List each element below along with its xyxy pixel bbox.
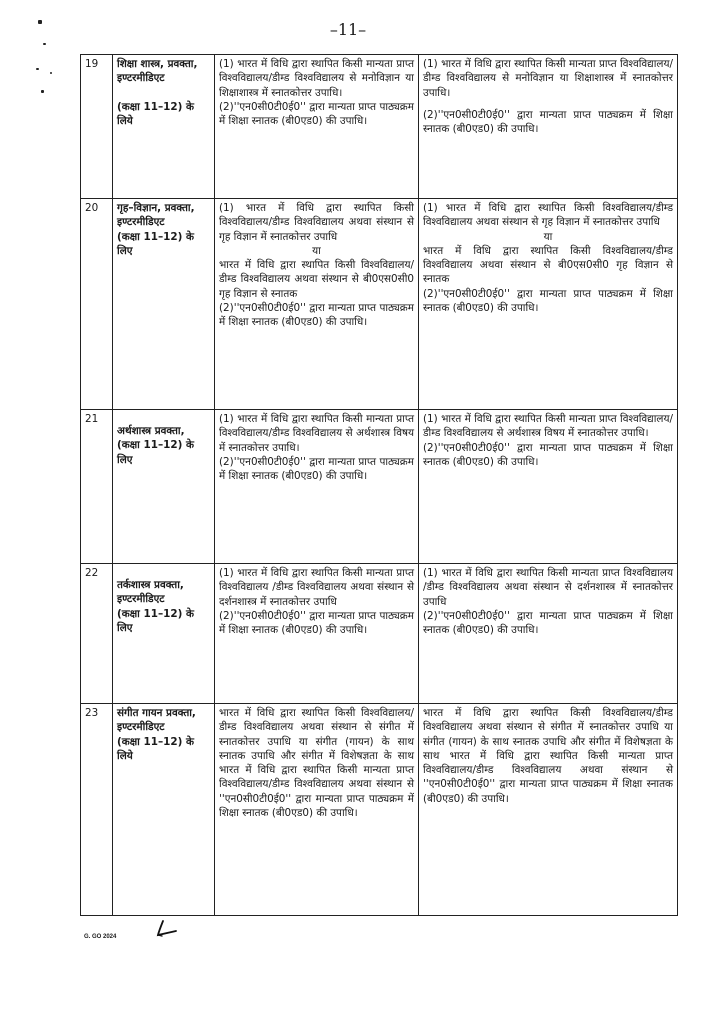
qualification-paragraph: (1) भारत में विधि द्वारा स्थापित किसी मान्यता प्राप्त विश्वविद्यालय/डीम्ड विश्वविद्यालय से मनोविज्ञान या शिक्षाशास्त्र में स्नातकोत्तर उपाधि। <box>423 58 673 99</box>
qualification-cell <box>215 199 419 410</box>
post-title-cell <box>113 199 215 410</box>
qualification-paragraph: (2)''एन0सी0टी0ई0'' द्वारा मान्यता प्राप्त पाठ्यक्रम में शिक्षा स्नातक (बी0एड0) की उपाधि। <box>423 287 673 315</box>
qualification-cell <box>215 564 419 704</box>
serial-number: 19 <box>81 55 113 199</box>
table-row <box>81 704 678 916</box>
scan-speck <box>41 90 44 93</box>
qualification-cell <box>215 704 419 916</box>
post-title-cell <box>113 55 215 199</box>
post-class: (कक्षा 11–12) के लिये <box>117 100 194 127</box>
footer-code: G. GO 2024 <box>84 934 117 940</box>
qualification-paragraph: (1) भारत में विधि द्वारा स्थापित किसी मान्यता प्राप्त विश्वविद्यालय/डीम्ड विश्वविद्यालय से अर्थशास्त्र विषय में स्नातकोत्तर उपाधि। <box>423 413 673 440</box>
serial-number: 21 <box>81 410 113 564</box>
post-name: गृह–विज्ञान, प्रवक्ता, इण्टरमीडिएट <box>117 202 195 229</box>
serial-number: 23 <box>81 704 113 916</box>
qualification-table <box>80 54 678 916</box>
post-title-cell <box>113 564 215 704</box>
qualification-paragraph: भारत में विधि द्वारा स्थापित किसी विश्वविद्यालय/डीम्ड विश्वविद्यालय अथवा संस्थान से संगीत में स्नातकोत्तर उपाधि या संगीत (गायन) के साथ स्नातक उपाधि और संगीत में विशेषज्ञता के साथ भारत में विधि द्वारा स्थापित किसी मान्यता प्राप्त विश्वविद्यालय/डीम्ड विश्वविद्यालय अथवा संस्थान से ''एन0सी0टी0ई0'' द्वारा मान्यता प्राप्त पाठ्यक्रम में शिक्षा स्नातक (बी0एड0) की उपाधि। <box>423 707 673 805</box>
qualification-cell <box>215 410 419 564</box>
qualification-cell <box>215 55 419 199</box>
post-name: तर्कशास्त्र प्रवक्ता, इण्टरमीडिएट <box>117 579 184 606</box>
or-separator: या <box>543 230 553 243</box>
qualification-paragraph: भारत में विधि द्वारा स्थापित किसी विश्वविद्यालय/डीम्ड विश्वविद्यालय अथवा संस्थान से बी0एस0सी0 गृह विज्ञान से स्नातक <box>219 259 414 300</box>
scan-speck <box>38 20 42 24</box>
serial-number: 20 <box>81 199 113 410</box>
scan-speck <box>43 43 46 45</box>
qualification-paragraph: (1) भारत में विधि द्वारा स्थापित किसी विश्वविद्यालय/डीम्ड विश्वविद्यालय अथवा संस्थान से गृह विज्ञान में स्नातकोत्तर उपाधि <box>219 202 414 243</box>
qualification-paragraph: (2)''एन0सी0टी0ई0'' द्वारा मान्यता प्राप्त पाठ्यक्रम में शिक्षा स्नातक (बी0एड0) की उपाधि। <box>219 455 414 483</box>
qualification-paragraph: (2)''एन0सी0टी0ई0'' द्वारा मान्यता प्राप्त पाठ्यक्रम में शिक्षा स्नातक (बी0एड0) की उपाधि। <box>423 108 673 136</box>
qualification-paragraph: (1) भारत में विधि द्वारा स्थापित किसी मान्यता प्राप्त विश्वविद्यालय /डीम्ड विश्वविद्यालय अथवा संस्थान से दर्शनशास्त्र में स्नातकोत्तर उपाधि <box>423 567 673 608</box>
qualification-paragraph: (1) भारत में विधि द्वारा स्थापित किसी मान्यता प्राप्त विश्वविद्यालय /डीम्ड विश्वविद्यालय अथवा संस्थान से दर्शनशास्त्र में स्नातकोत्तर उपाधि <box>219 567 414 608</box>
qualification-paragraph: (2)''एन0सी0टी0ई0'' द्वारा मान्यता प्राप्त पाठ्यक्रम में शिक्षा स्नातक (बी0एड0) की उपाधि। <box>219 302 414 329</box>
post-class: (कक्षा 11–12) के लिए <box>117 439 194 466</box>
qualification-cell <box>419 199 678 410</box>
qualification-cell <box>419 564 678 704</box>
qualification-cell <box>419 410 678 564</box>
qualification-paragraph: (2)''एन0सी0टी0ई0'' द्वारा मान्यता प्राप्त पाठ्यक्रम में शिक्षा स्नातक (बी0एड0) की उपाधि। <box>219 100 414 128</box>
qualification-paragraph: (1) भारत में विधि द्वारा स्थापित किसी विश्वविद्यालय/डीम्ड विश्वविद्यालय अथवा संस्थान से गृह विज्ञान में स्नातकोत्तर उपाधि <box>423 202 673 229</box>
post-class: (कक्षा 11–12) के लिये <box>117 735 194 762</box>
post-title-cell <box>113 410 215 564</box>
qualification-paragraph: (2)''एन0सी0टी0ई0'' द्वारा मान्यता प्राप्त पाठ्यक्रम में शिक्षा स्नातक (बी0एड0) की उपाधि। <box>423 609 673 637</box>
table-row <box>81 410 678 564</box>
qualification-paragraph: (2)''एन0सी0टी0ई0'' द्वारा मान्यता प्राप्त पाठ्यक्रम में शिक्षा स्नातक (बी0एड0) की उपाधि। <box>219 609 414 637</box>
post-title-cell <box>113 704 215 916</box>
signature-mark <box>154 918 188 940</box>
page-number: –11– <box>329 20 367 39</box>
qualification-cell <box>419 55 678 199</box>
qualification-paragraph: (1) भारत में विधि द्वारा स्थापित किसी मान्यता प्राप्त विश्वविद्यालय/डीम्ड विश्वविद्यालय से अर्थशास्त्र विषय में स्नातकोत्तर उपाधि। <box>219 413 414 454</box>
post-name: शिक्षा शास्त्र, प्रवक्ता, इण्टरमीडिएट <box>117 58 198 85</box>
post-name: अर्थशास्त्र प्रवक्ता, <box>117 425 185 437</box>
table-row <box>81 564 678 704</box>
post-class: (कक्षा 11–12) के लिए <box>117 607 194 634</box>
qualification-paragraph: भारत में विधि द्वारा स्थापित किसी विश्वविद्यालय/डीम्ड विश्वविद्यालय अथवा संस्थान से संगीत में स्नातकोत्तर उपाधि या संगीत (गायन) के साथ स्नातक उपाधि और संगीत में विशेषज्ञता के साथ भारत में विधि द्वारा स्थापित किसी मान्यता प्राप्त विश्वविद्यालय/डीम्ड विश्वविद्यालय अथवा संस्थान से ''एन0सी0टी0ई0'' द्वारा मान्यता प्राप्त पाठ्यक्रम में शिक्षा स्नातक (बी0एड0) की उपाधि। <box>219 707 414 820</box>
qualification-paragraph: (2)''एन0सी0टी0ई0'' द्वारा मान्यता प्राप्त पाठ्यक्रम में शिक्षा स्नातक (बी0एड0) की उपाधि। <box>423 441 673 468</box>
table-row <box>81 199 678 410</box>
table-row <box>81 55 678 199</box>
scan-speck <box>36 68 39 70</box>
serial-number: 22 <box>81 564 113 704</box>
post-class: (कक्षा 11–12) के लिए <box>117 230 194 257</box>
qualification-paragraph: (1) भारत में विधि द्वारा स्थापित किसी मान्यता प्राप्त विश्वविद्यालय/डीम्ड विश्वविद्यालय से मनोविज्ञान या शिक्षाशास्त्र में स्नातकोत्तर उपाधि। <box>219 58 414 99</box>
or-separator: या <box>312 244 321 257</box>
qualification-cell <box>419 704 678 916</box>
qualification-paragraph: भारत में विधि द्वारा स्थापित किसी विश्वविद्यालय/डीम्ड विश्वविद्यालय अथवा संस्थान से बी0एस0सी0 गृह विज्ञान से स्नातक <box>423 244 673 286</box>
scan-speck <box>50 72 52 74</box>
post-name: संगीत गायन प्रवक्ता, इण्टरमीडिएट <box>117 707 196 734</box>
